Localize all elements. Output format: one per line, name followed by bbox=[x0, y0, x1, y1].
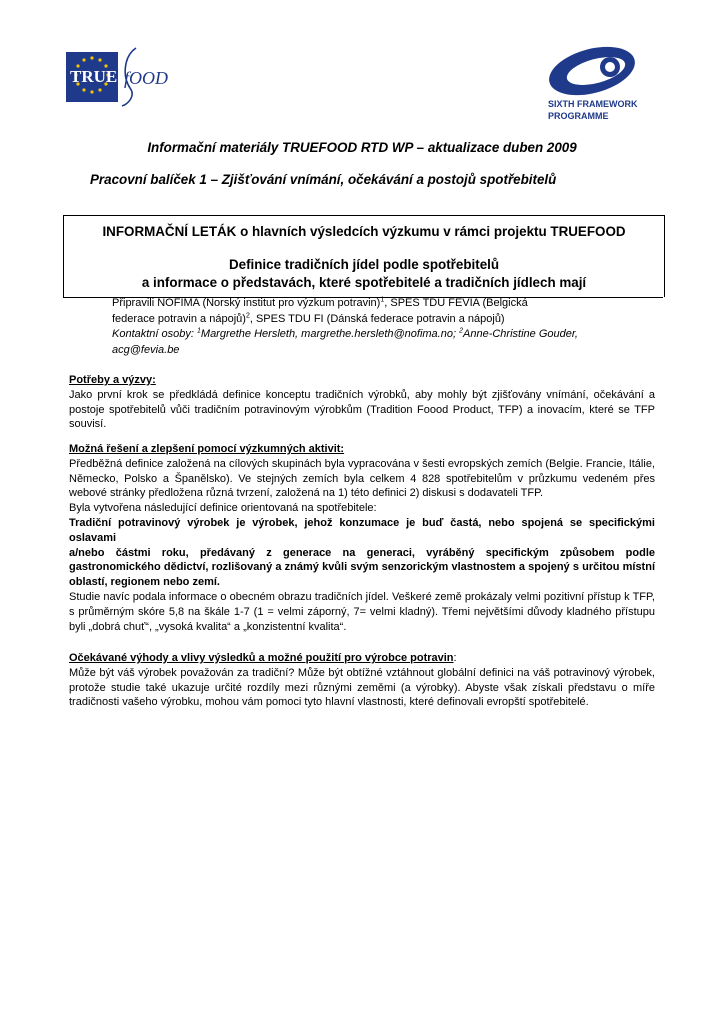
section-heading: Možná řešení a zlepšení pomocí výzkumných aktivit: bbox=[69, 443, 345, 455]
prepared-by-text: federace potravin a nápojů) bbox=[112, 312, 246, 325]
contact-person: Anne-Christine Gouder, bbox=[463, 328, 578, 340]
contact-line2: acg@fevia.be bbox=[112, 343, 180, 356]
section-paragraph: Studie navíc podala informace o obecném obrazu tradičních jídel. Veškeré země prokázaly velmi pozitivní přístup k TFP, s průměrným skóre 5,8 na škále 1-7 (1 = velmi záporný, 7= velmi kladný). Třemi největšími důvody kladného přístupu byli „dobrá chuť“, „vysoká kvalita“ a „konzistentní kvalita“. bbox=[69, 590, 655, 633]
svg-text:fOOD: fOOD bbox=[124, 68, 168, 88]
leaflet-subtitle-line2: a informace o představách, které spotřebitelé a tradičních jídlech mají bbox=[141, 275, 587, 290]
contact-line1 bbox=[112, 327, 632, 343]
definition-text: Tradiční potravinový výrobek je výrobek, jehož konzumace je buď častá, nebo spojená se specifickými oslavami bbox=[69, 516, 655, 544]
prepared-by-line1 bbox=[112, 296, 632, 312]
title-box bbox=[63, 215, 665, 297]
leaflet-subtitle-line1: Definice tradičních jídel podle spotřebitelů bbox=[228, 257, 500, 272]
svg-text:SIXTH FRAMEWORK: SIXTH FRAMEWORK bbox=[548, 99, 638, 109]
prepared-by-text: , SPES TDU FI (Dánská federace potravin a nápojů) bbox=[249, 312, 505, 325]
document-heading-line1: Informační materiály TRUEFOOD RTD WP – aktualizace duben 2009 bbox=[147, 140, 577, 155]
authors-block bbox=[112, 296, 632, 358]
heading-colon: : bbox=[453, 652, 457, 664]
section-paragraph: Byla vytvořena následující definice orientovaná na spotřebitele: bbox=[69, 502, 377, 515]
leaflet-title: INFORMAČNÍ LETÁK o hlavních výsledcích výzkumu v rámci projektu TRUEFOOD bbox=[102, 224, 626, 239]
definition-text: a/nebo částmi roku, předávaný z generace na generaci, vyráběný specifickým způsobem podle gastronomického dědictví, rozlišovaný a známý kvůli svým senzorickým vlastnostem a spojený s určitou místní oblastí, regionem nebo zemí. bbox=[69, 546, 655, 589]
svg-text:TRUE: TRUE bbox=[70, 67, 118, 86]
section-benefits bbox=[69, 651, 655, 710]
footnote-mark: 1 bbox=[380, 296, 385, 304]
document-heading-line2: Pracovní balíček 1 – Zjišťování vnímání, očekávání a postojů spotřebitelů bbox=[90, 172, 557, 187]
sixth-framework-programme-logo bbox=[536, 45, 652, 127]
footnote-mark: 2 bbox=[459, 327, 463, 335]
svg-text:PROGRAMME: PROGRAMME bbox=[548, 111, 609, 121]
contact-label: Kontaktní osoby: bbox=[112, 328, 197, 340]
section-solutions bbox=[69, 442, 655, 634]
contact-person: Margrethe Hersleth, margrethe.hersleth@nofima.no; bbox=[200, 328, 460, 340]
section-heading: Potřeby a výzvy: bbox=[69, 374, 156, 386]
prepared-by-text: , SPES TDU FEVIA (Belgická bbox=[384, 297, 528, 309]
footnote-mark: 1 bbox=[197, 327, 201, 335]
section-needs bbox=[69, 373, 655, 432]
section-paragraph: Předběžná definice založená na cílových skupinách byla vypracována v šesti evropských zemích (Belgie. Francie, Itálie, Německo, Polsko a Španělsko). Ve stejných zemích byla celkem 4 828 spotřebitelům v průzkumu vedeném přes webové stránky předložena různá tvrzení, založená na 1) této definici 2) diskusi s dodavateli TFP. bbox=[69, 457, 655, 500]
section-paragraph: Jako první krok se předkládá definice konceptu tradičních výrobků, aby mohly být zjišťovány vnímání, očekávání a postoje spotřebitelů vůči tradičním potravinovým výrobkům (Tradition Foood Product, TFP) a inovacím, které se TFP souvisí. bbox=[69, 388, 655, 431]
footnote-mark: 2 bbox=[245, 311, 250, 319]
section-heading: Očekávané výhody a vlivy výsledků a možné použití pro výrobce potravin bbox=[69, 652, 454, 664]
section-paragraph: Může být váš výrobek považován za tradiční? Může být obtížné vztáhnout globální definici na váš potravinový výrobek, protože studie také ukazuje určité rozdíly mezi různými zeměmi (a výrobky). Abyste však získali představu o míře tradičnosti vašeho výrobku, mohou vám pomoci tyto hlavní vlastnosti, které definovali evropští spotřebitelé. bbox=[69, 666, 655, 709]
prepared-by-text: Připravili NOFIMA (Norský institut pro výzkum potravin) bbox=[112, 297, 381, 309]
truefood-logo bbox=[66, 42, 172, 112]
prepared-by-line2 bbox=[112, 312, 632, 328]
